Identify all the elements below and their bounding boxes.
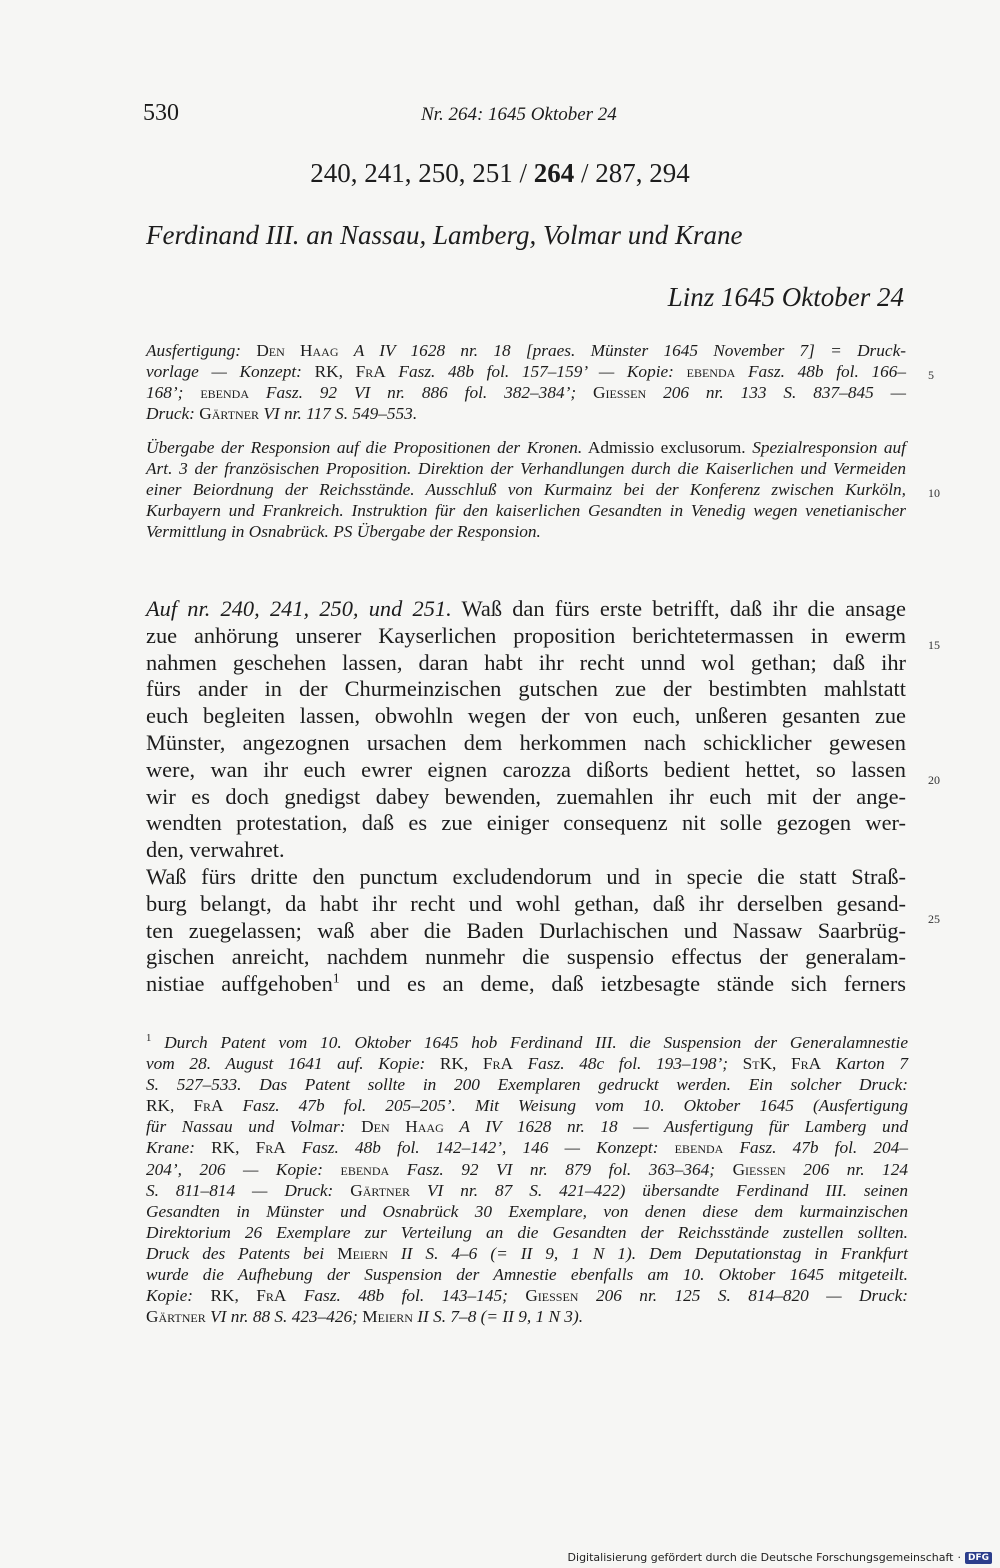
footnote-line (146, 1053, 908, 1074)
footnote-text: II S. 7–8 (= II 9, 1 N 3). (417, 1307, 584, 1327)
line-number: 20 (928, 773, 940, 787)
source-text: VI nr. 117 S. 549–553. (263, 404, 418, 423)
source-line (146, 382, 906, 403)
text-line (146, 596, 906, 623)
archive-name: Giessen (525, 1286, 579, 1306)
footnote-text: S. 811–814 — Druck: (146, 1180, 334, 1200)
source-line (146, 403, 906, 424)
footnote-line (146, 1095, 908, 1116)
archive-name: RK, FrA (314, 362, 386, 381)
footnote-marker: 1 (332, 971, 340, 987)
footnote-text: 206 nr. 124 (803, 1159, 908, 1179)
footnote-line (146, 1180, 908, 1201)
footnote-text: Fasz. 47b fol. 205–205’. Mit Weisung vom 10. Oktober 1645 (Ausfertigung (242, 1096, 909, 1116)
footnote-text: Fasz. 48c fol. 193–198’; (527, 1054, 728, 1074)
footnote-text: A IV 1628 nr. 18 — Ausfertigung für Lamberg und (459, 1117, 908, 1137)
archive-name: RK, FrA (439, 1054, 513, 1074)
archive-name: ebenda (200, 383, 250, 402)
source-text: Fasz. 48b fol. 166– (747, 362, 907, 381)
source-text: A IV 1628 nr. 18 [praes. Münster 1645 November 7] = Druck- (353, 341, 907, 360)
archive-name: ebenda (674, 1138, 724, 1158)
archive-name: Den Haag (256, 341, 339, 360)
archive-name: Giessen (593, 383, 647, 402)
text-line: fürs ander in der Churmeinzischen gutschen zue der bestimbten mahlstatt (146, 676, 906, 702)
footnote-line: Gesandten in Münster und Osnabrück 30 Exemplare, von denen diese dem kurmainzischen (146, 1201, 908, 1221)
archive-name: RK, FrA (146, 1096, 224, 1116)
archive-name: Meiern (337, 1243, 388, 1263)
footnote-text: vom 28. August 1641 auf. Kopie: (146, 1054, 426, 1074)
archive-name: RK, FrA (210, 1286, 287, 1306)
digitization-footer (568, 1551, 992, 1564)
source-line (146, 340, 906, 361)
source-text: Fasz. 48b fol. 157–159’ — Kopie: (398, 362, 674, 381)
footnote-text: Karton 7 (835, 1054, 909, 1074)
archive-name: ebenda (686, 362, 736, 381)
footnote-line: Direktorium 26 Exemplare zur Verteilung an die Gesandten der Reichsstände zustellen sollten. (146, 1222, 908, 1242)
archive-name: Gärtner (350, 1180, 411, 1200)
archive-name: Gärtner (146, 1307, 206, 1327)
source-label: Ausfertigung: (146, 341, 242, 360)
footnote-line: S. 527–533. Das Patent sollte in 200 Exemplaren gedruckt werden. Ein solcher Druck: (146, 1075, 908, 1095)
text-span: und es an deme, daß ietzbesagte stände sich ferners (339, 971, 906, 997)
text-line: den, verwahret. (146, 837, 285, 863)
archive-name: RK, FrA (211, 1138, 286, 1158)
source-apparatus (146, 340, 906, 424)
main-text (146, 596, 906, 998)
source-text: 206 nr. 133 S. 837–845 — (663, 383, 907, 402)
text-line: wendten protestation, daß es zue einiger consequenz nit solle gezogen wer- (146, 810, 906, 836)
footnote-line (146, 1243, 908, 1264)
footer-text: Digitalisierung gefördert durch die Deutsche Forschungsgemeinschaft (567, 1551, 954, 1564)
document-title: Ferdinand III. an Nassau, Lamberg, Volmar und Krane (146, 220, 743, 250)
regest-text: Übergabe der Responsion auf die Propositionen der Kronen. (146, 438, 583, 457)
dfg-logo: DFG (965, 1552, 992, 1564)
line-number: 10 (928, 486, 940, 500)
text-line: Waß fürs dritte den punctum excludendorum und in specie die statt Straß- (146, 863, 906, 889)
text-line: were, wan ihr euch ewrer eignen carozza dißorts bedient hettet, so lassen (146, 756, 906, 782)
archive-name: StK, FrA (742, 1054, 822, 1074)
text-line: burg belangt, da habt ihr recht und wohl gethan, daß ihr derselben gesand- (146, 890, 906, 916)
text-span: Waß dan fürs erste betrifft, daß ihr die ansage (461, 596, 906, 621)
running-title: Nr. 264: 1645 Oktober 24 (421, 104, 617, 125)
text-line: euch begleiten lassen, obwohln wegen der von euch, unßeren gesanten zue (146, 703, 906, 729)
footnote-line (146, 1159, 908, 1180)
source-text: Fasz. 92 VI nr. 886 fol. 382–384’; (265, 383, 577, 402)
text-line: gischen anreicht, nachdem nunmehr die suspensio effectus der generalam- (146, 944, 906, 970)
text-span: nistiae auffgehoben (146, 971, 333, 997)
footnote-line (146, 1137, 908, 1158)
footnote-text: II S. 4–6 (= II 9, 1 N 1). Dem Deputationstag in Frankfurt (400, 1243, 908, 1263)
text-line (146, 971, 906, 998)
regest (146, 437, 906, 542)
cross-reference-before: 240, 241, 250, 251 / (310, 158, 534, 188)
text-line: ten zuegelassen; waß aber die Baden Durlachischen und Nassaw Saarbrüg- (146, 917, 906, 943)
footnote-line (146, 1285, 908, 1306)
archive-name: Gärtner (199, 404, 260, 423)
cross-reference-after: / 287, 294 (574, 158, 690, 188)
cross-reference (0, 158, 1000, 189)
place-date: Linz 1645 Oktober 24 (667, 282, 904, 312)
footnote-text: Krane: (146, 1138, 195, 1158)
footnote-text: für Nassau und Volmar: (146, 1117, 346, 1137)
reference-lead: Auf nr. 240, 241, 250, und 251. (146, 596, 452, 621)
footnote-line (146, 1116, 908, 1137)
regest-text: Spezialresponsion auf Art. 3 der französischen Proposition. Direktion der Verhandlungen durch die Kaiserlichen und Vermeiden einer Beiordnung der Reichsstände. Ausschluß von Kurmainz bei der Konferenz zwischen Kurköln, Kurbayern und Frankreich. Instruktion für den kaiserlichen Gesandten in Venedig wegen venetianischer Vermittlung in Osnabrück. PS Übergabe der Responsion. (146, 438, 906, 541)
archive-name: Den Haag (361, 1117, 444, 1137)
footnote-text: Fasz. 47b fol. 204– (739, 1138, 908, 1158)
footer-separator: · (957, 1551, 961, 1564)
footnote-line: wurde die Aufhebung der Suspension der Amnestie ebenfalls am 10. Oktober 1645 mitgeteilt. (146, 1265, 908, 1285)
footnote-text: 204’, 206 — Kopie: (146, 1159, 323, 1179)
source-text: 168’; (146, 383, 184, 402)
footnote-text: Kopie: (146, 1286, 194, 1306)
footnote-text: VI nr. 87 S. 421–422) übersandte Ferdinand III. seinen (427, 1180, 908, 1200)
source-label: Druck: (146, 404, 195, 423)
footnote-text: 206 nr. 125 S. 814–820 — Druck: (595, 1286, 908, 1306)
footnote-text: Fasz. 48b fol. 143–145; (303, 1286, 508, 1306)
footnote (146, 1032, 908, 1327)
page-number: 530 (143, 100, 179, 126)
footnote-text: Fasz. 92 VI nr. 879 fol. 363–364; (406, 1159, 716, 1179)
source-text: vorlage — Konzept: (146, 362, 302, 381)
archive-name: ebenda (340, 1159, 390, 1179)
text-line: wir es doch gnedigst dabey bewenden, zuemahlen ihr euch mit der ange- (146, 783, 906, 809)
archive-name: Meiern (362, 1307, 413, 1327)
line-number: 5 (928, 368, 934, 382)
footnote-text: Druck des Patents bei (146, 1243, 325, 1263)
footnote-line (146, 1032, 908, 1053)
text-line: zue anhörung unserer Kayserlichen proposition berichtetermassen in ewerm (146, 622, 906, 648)
line-number: 15 (928, 638, 940, 652)
footnote-number: 1 (146, 1032, 152, 1045)
footnote-text: Durch Patent vom 10. Oktober 1645 hob Ferdinand III. die Suspension der Generalamnestie (164, 1033, 908, 1052)
archive-name: Giessen (732, 1159, 786, 1179)
text-line: nahmen geschehen lassen, daran habt ihr recht unnd wol gethan; daß ihr (146, 649, 906, 675)
line-number: 25 (928, 912, 940, 926)
footnote-text: Fasz. 48b fol. 142–142’, 146 — Konzept: (301, 1138, 659, 1158)
cross-reference-current: 264 (533, 158, 575, 188)
regest-text-roman: Admissio exclusorum. (587, 438, 746, 457)
text-line: Münster, angezognen ursachen dem herkommen nach schicklicher gewesen (146, 729, 906, 755)
running-head (143, 100, 903, 134)
footnote-text: VI nr. 88 S. 423–426; (210, 1307, 358, 1327)
source-line (146, 361, 906, 382)
footnote-line (146, 1306, 908, 1327)
